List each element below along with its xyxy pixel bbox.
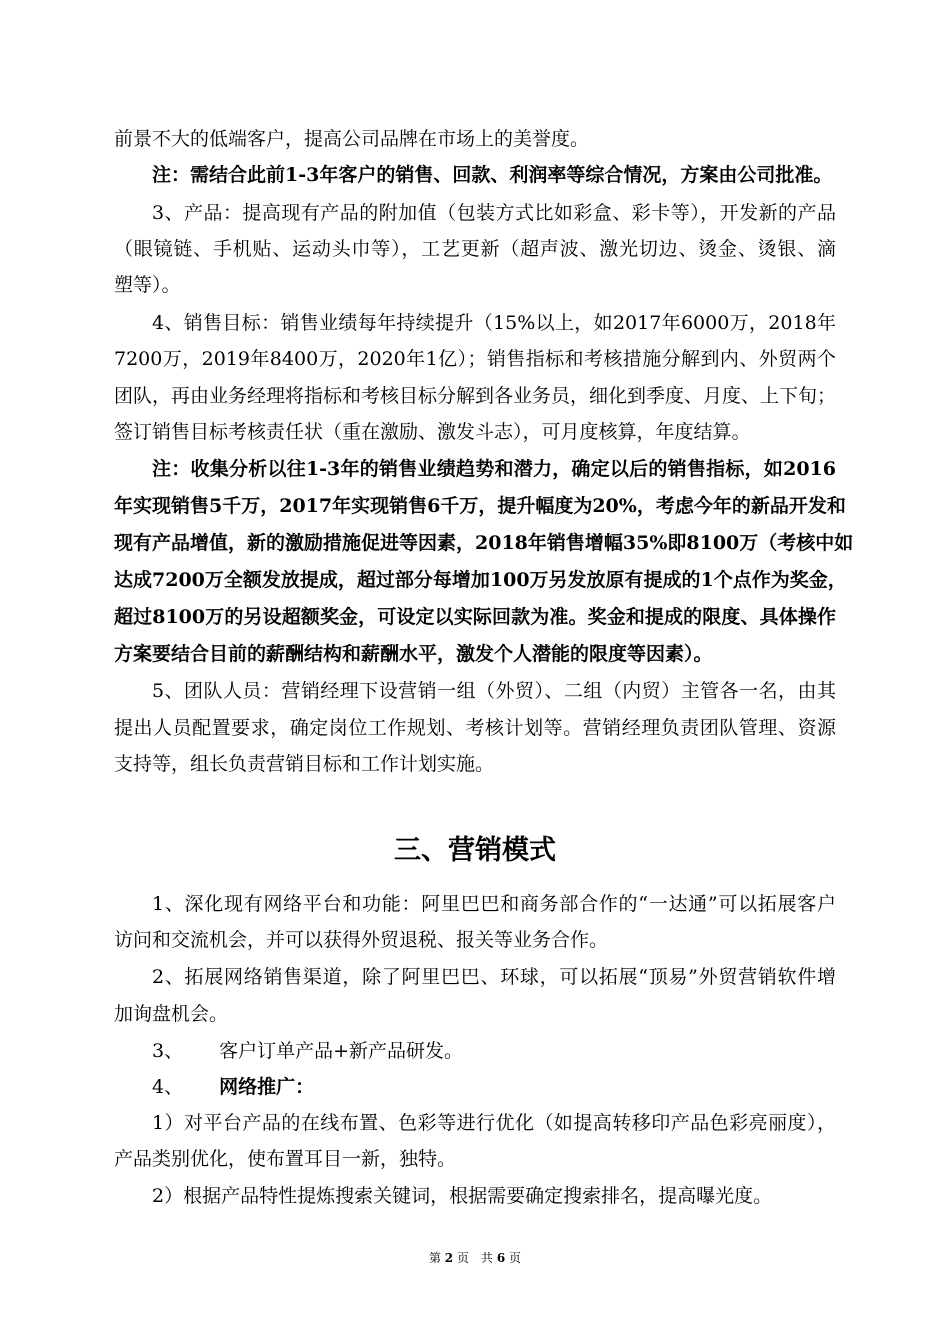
page-footer	[0, 1250, 950, 1266]
list-item-text: 客户订单产品+新产品研发。	[219, 1040, 464, 1062]
footer-suffix: 页	[509, 1251, 522, 1265]
list-item	[152, 1040, 836, 1062]
note-line: 超过8100万的另设超额奖金，可设定以实际回款为准。奖金和提成的限度、具体操作	[114, 606, 836, 628]
paragraph-line: 签订销售目标考核责任状（重在激励、激发斗志），可月度核算，年度结算。	[114, 421, 751, 443]
list-item-number: 4、	[152, 1076, 184, 1098]
paragraph-line: 4、销售目标：销售业绩每年持续提升（15%以上，如2017年6000万，2018年	[152, 312, 836, 334]
paragraph-line: 2、拓展网络销售渠道，除了阿里巴巴、环球，可以拓展“顶易”外贸营销软件增	[152, 966, 836, 988]
paragraph-line: 1、深化现有网络平台和功能：阿里巴巴和商务部合作的“一达通”可以拓展客户	[152, 893, 836, 915]
note-line: 现有产品增值，新的激励措施促进等因素，2018年销售增幅35%即8100万（考核中如	[114, 532, 854, 554]
note-line: 年实现销售5千万，2017年实现销售6千万，提升幅度为20%，考虑今年的新品开发和	[114, 495, 846, 517]
paragraph-line: 支持等，组长负责营销目标和工作计划实施。	[114, 753, 495, 775]
current-page-number: 2	[444, 1251, 454, 1265]
paragraph-line: 1）对平台产品的在线布置、色彩等进行优化（如提高转移印产品色彩亮丽度），	[152, 1112, 836, 1134]
total-page-number: 6	[496, 1251, 506, 1265]
paragraph-line: 2）根据产品特性提炼搜索关键词，根据需要确定搜索排名，提高曝光度。	[152, 1185, 773, 1207]
paragraph-line: 7200万，2019年8400万，2020年1亿）；销售指标和考核措施分解到内、外贸两个	[114, 348, 836, 370]
paragraph-line: 产品类别优化，使布置耳目一新，独特。	[114, 1148, 457, 1170]
list-item-number: 3、	[152, 1040, 184, 1062]
footer-prefix: 第	[428, 1251, 441, 1265]
paragraph-line: 3、产品：提高现有产品的附加值（包装方式比如彩盒、彩卡等），开发新的产品	[152, 202, 836, 224]
footer-middle: 页 共	[456, 1251, 493, 1265]
paragraph-line: 加询盘机会。	[114, 1003, 229, 1025]
paragraph-line: 团队，再由业务经理将指标和考核目标分解到各业务员，细化到季度、月度、上下旬；	[114, 385, 837, 407]
list-item-text: 网络推广：	[219, 1076, 315, 1098]
paragraph-line: 提出人员配置要求，确定岗位工作规划、考核计划等。营销经理负责团队管理、资源	[114, 717, 836, 739]
paragraph-line: 前景不大的低端客户，提高公司品牌在市场上的美誉度。	[114, 128, 590, 150]
paragraph-line: （眼镜链、手机贴、运动头巾等），工艺更新（超声波、激光切边、烫金、烫银、滴	[114, 238, 836, 260]
note-line: 达成7200万全额发放提成，超过部分每增加100万另发放原有提成的1个点作为奖金，	[114, 569, 847, 591]
paragraph-line: 塑等）。	[114, 274, 181, 296]
note-line: 注：收集分析以往1-3年的销售业绩趋势和潜力，确定以后的销售指标，如2016	[152, 458, 836, 480]
note-line: 注：需结合此前1-3年客户的销售、回款、利润率等综合情况，方案由公司批准。	[152, 164, 833, 186]
paragraph-line: 访问和交流机会，并可以获得外贸退税、报关等业务合作。	[114, 929, 609, 951]
paragraph-line: 5、团队人员：营销经理下设营销一组（外贸）、二组（内贸）主管各一名，由其	[152, 680, 836, 702]
list-item	[152, 1076, 836, 1098]
note-line: 方案要结合目前的薪酬结构和薪酬水平，激发个人潜能的限度等因素）。	[114, 643, 713, 665]
section-heading: 三、营销模式	[394, 835, 556, 866]
